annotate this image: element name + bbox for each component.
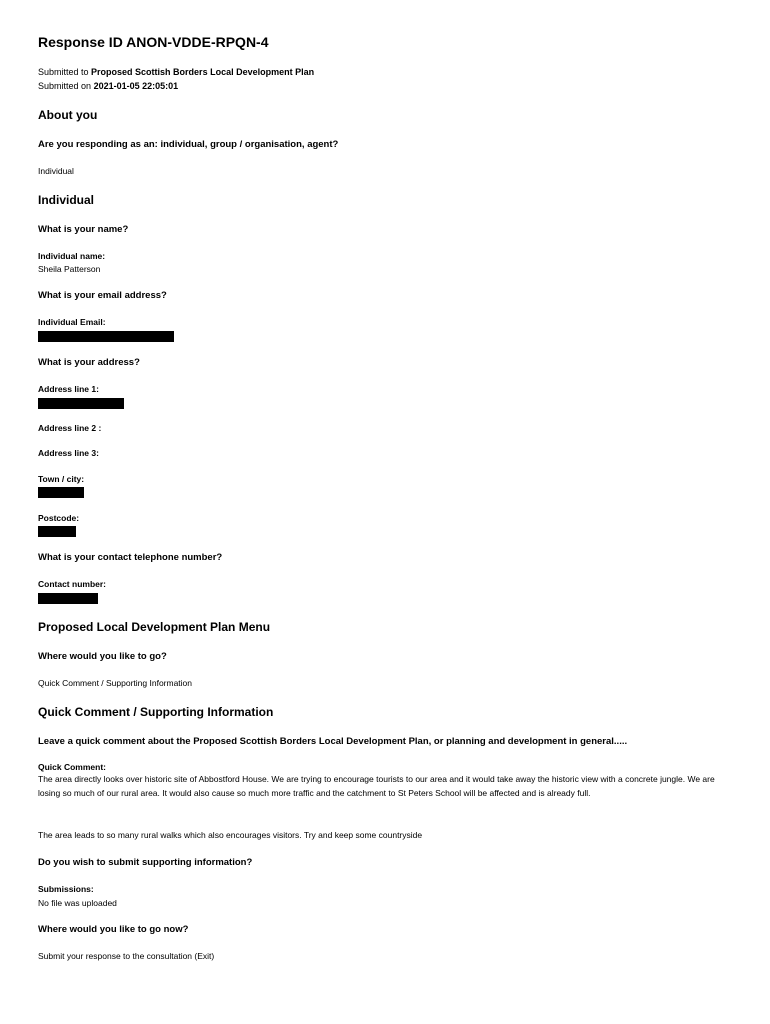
submitted-to-value: Proposed Scottish Borders Local Development Plan <box>91 67 315 77</box>
label-address-line-2: Address line 2 : <box>38 423 102 433</box>
label-town-city: Town / city: <box>38 474 85 484</box>
label-submissions: Submissions: <box>38 884 94 894</box>
question-where-to-go: Where would you like to go? <box>38 651 167 662</box>
question-supporting-information: Do you wish to submit supporting information? <box>38 857 253 868</box>
section-heading-about-you: About you <box>38 108 98 122</box>
label-quick-comment: Quick Comment: <box>38 762 107 772</box>
submitted-to-line <box>38 67 314 78</box>
question-phone: What is your contact telephone number? <box>38 552 223 563</box>
answer-where-to-go: Quick Comment / Supporting Information <box>38 678 193 688</box>
question-address: What is your address? <box>38 357 140 368</box>
label-contact-number: Contact number: <box>38 579 106 589</box>
question-email: What is your email address? <box>38 290 167 301</box>
submitted-on-value: 2021-01-05 22:05:01 <box>93 81 179 91</box>
redacted-postcode <box>38 526 76 537</box>
question-name: What is your name? <box>38 224 129 235</box>
section-heading-plan-menu: Proposed Local Development Plan Menu <box>38 620 271 634</box>
label-individual-email: Individual Email: <box>38 317 106 327</box>
redacted-email <box>38 331 174 342</box>
question-respondent-type: Are you responding as an: individual, group / organisation, agent? <box>38 139 339 150</box>
submitted-on-line <box>38 81 178 92</box>
label-address-line-3: Address line 3: <box>38 448 99 458</box>
label-individual-name: Individual name: <box>38 251 106 261</box>
redacted-town-city <box>38 487 84 498</box>
redacted-address-line-1 <box>38 398 124 409</box>
label-postcode: Postcode: <box>38 513 80 523</box>
label-address-line-1: Address line 1: <box>38 384 99 394</box>
submitted-to-label: Submitted to <box>38 67 89 77</box>
question-where-next: Where would you like to go now? <box>38 924 189 935</box>
question-quick-comment: Leave a quick comment about the Proposed Scottish Borders Local Development Plan, or planning and development in general..... <box>38 736 628 747</box>
quick-comment-paragraph-2: The area leads to so many rural walks which also encourages visitors. Try and keep some countryside <box>38 830 423 840</box>
submitted-on-label: Submitted on <box>38 81 92 91</box>
answer-where-next: Submit your response to the consultation (Exit) <box>38 951 215 961</box>
answer-submissions: No file was uploaded <box>38 898 117 908</box>
section-heading-quick-comment: Quick Comment / Supporting Information <box>38 705 274 719</box>
answer-respondent-type: Individual <box>38 166 74 176</box>
section-heading-individual: Individual <box>38 193 95 207</box>
page-title: Response ID ANON-VDDE-RPQN-4 <box>38 34 269 50</box>
redacted-contact-number <box>38 593 98 604</box>
answer-individual-name: Sheila Patterson <box>38 264 101 274</box>
quick-comment-paragraph-1: The area directly looks over historic site of Abbostford House. We are trying to encourage tourists to our area and it would take away the historic view with a concrete jungle. We are losing so much of our rural area. It would also cause so much more traffic and the catchment to St Peters School will be affected and is already full. <box>38 774 715 798</box>
